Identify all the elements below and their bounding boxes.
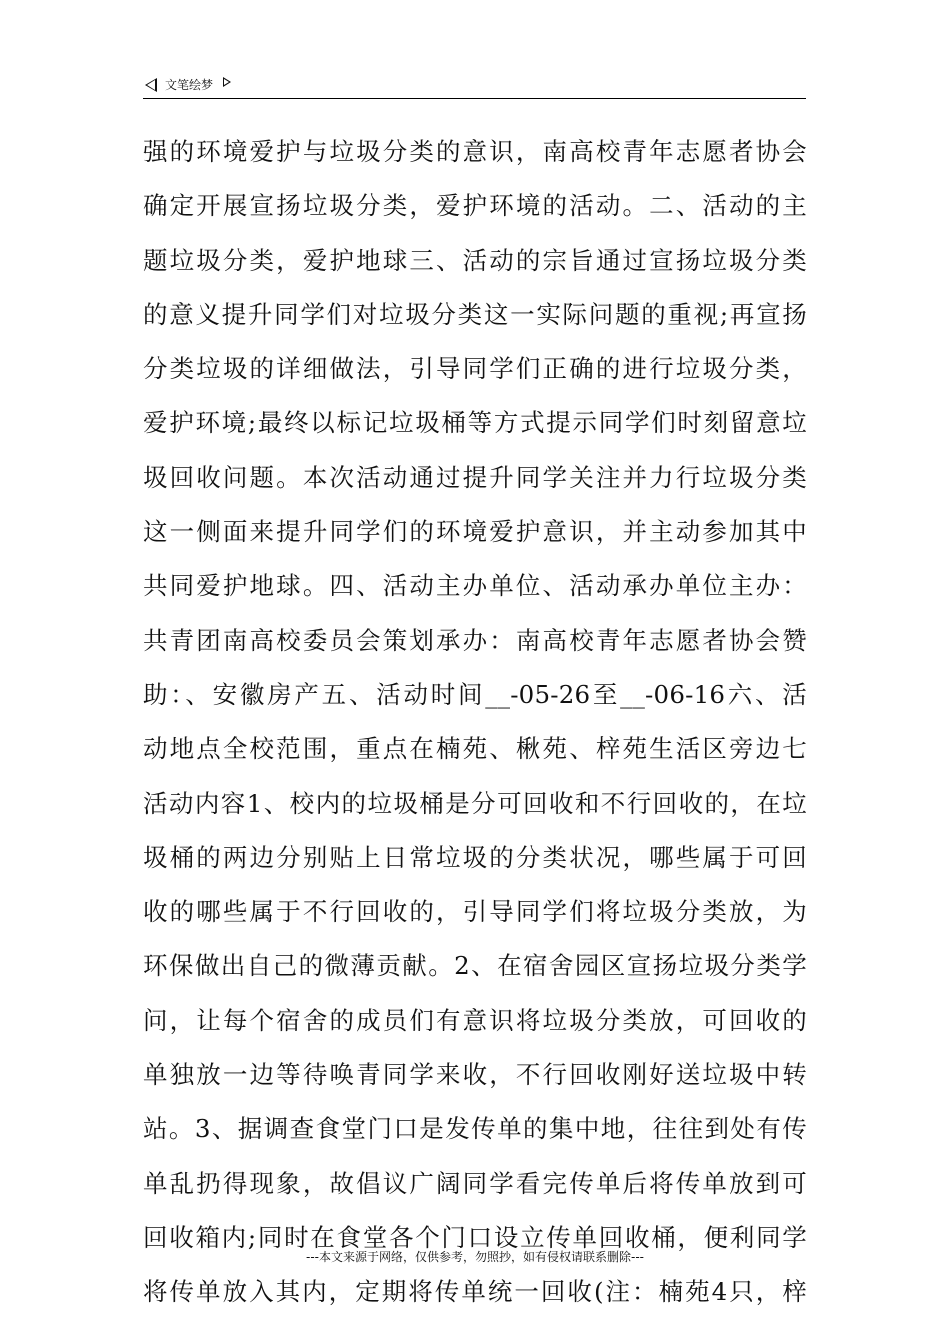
header-brand xyxy=(145,76,231,93)
document-body xyxy=(143,125,807,1320)
body-line: 圾回收问题。本次活动通过提升同学关注并力行垃圾分类 xyxy=(143,462,807,492)
footer-notice: ---本文来源于网络，仅供参考，勿照抄，如有侵权请联系删除--- xyxy=(306,1250,644,1264)
body-line: 回收箱内;同时在食堂各个门口设立传单回收桶，便利同学 xyxy=(143,1222,807,1252)
body-line: 助：、安徽房产五、活动时间__-05-26至__-06-16六、活 xyxy=(143,679,807,709)
body-line: 共同爱护地球。四、活动主办单位、活动承办单位主办： xyxy=(143,571,807,601)
body-line: 动地点全校范围，重点在楠苑、楸苑、梓苑生活区旁边七 xyxy=(143,734,807,764)
body-line: 确定开展宣扬垃圾分类，爱护环境的活动。二、活动的主 xyxy=(143,191,807,221)
left-triangle-icon xyxy=(145,78,157,92)
body-line: 分类垃圾的详细做法，引导同学们正确的进行垃圾分类， xyxy=(143,354,807,384)
body-line: 收的哪些属于不行回收的，引导同学们将垃圾分类放，为 xyxy=(143,897,807,927)
body-line: 爱护环境;最终以标记垃圾桶等方式提示同学们时刻留意垃 xyxy=(143,408,807,438)
body-line: 共青团南高校委员会策划承办：南高校青年志愿者协会赞 xyxy=(143,625,807,655)
body-line: 活动内容1、校内的垃圾桶是分可回收和不行回收的，在垃 xyxy=(143,788,807,818)
body-line: 的意义提升同学们对垃圾分类这一实际问题的重视;再宣扬 xyxy=(143,299,807,329)
body-line: 环保做出自己的微薄贡献。2、在宿舍园区宣扬垃圾分类学 xyxy=(143,951,807,981)
body-line: 单独放一边等待唤青同学来收，不行回收刚好送垃圾中转 xyxy=(143,1060,807,1090)
body-line: 问，让每个宿舍的成员们有意识将垃圾分类放，可回收的 xyxy=(143,1005,807,1035)
body-line: 圾桶的两边分别贴上日常垃圾的分类状况，哪些属于可回 xyxy=(143,842,807,872)
brand-label: 文笔绘梦 xyxy=(165,78,214,92)
body-line: 站。3、据调查食堂门口是发传单的集中地，往往到处有传 xyxy=(143,1114,807,1144)
body-line: 单乱扔得现象，故倡议广阔同学看完传单后将传单放到可 xyxy=(143,1168,807,1198)
right-triangle-icon xyxy=(223,77,231,87)
body-line: 这一侧面来提升同学们的环境爱护意识，并主动参加其中 xyxy=(143,517,807,547)
body-line: 将传单放入其内，定期将传单统一回收(注：楠苑4只，梓 xyxy=(143,1277,807,1307)
body-line: 题垃圾分类，爱护地球三、活动的宗旨通过宣扬垃圾分类 xyxy=(143,245,807,275)
page-header xyxy=(143,72,806,99)
body-line: 强的环境爱护与垃圾分类的意识，南高校青年志愿者协会 xyxy=(143,137,807,166)
